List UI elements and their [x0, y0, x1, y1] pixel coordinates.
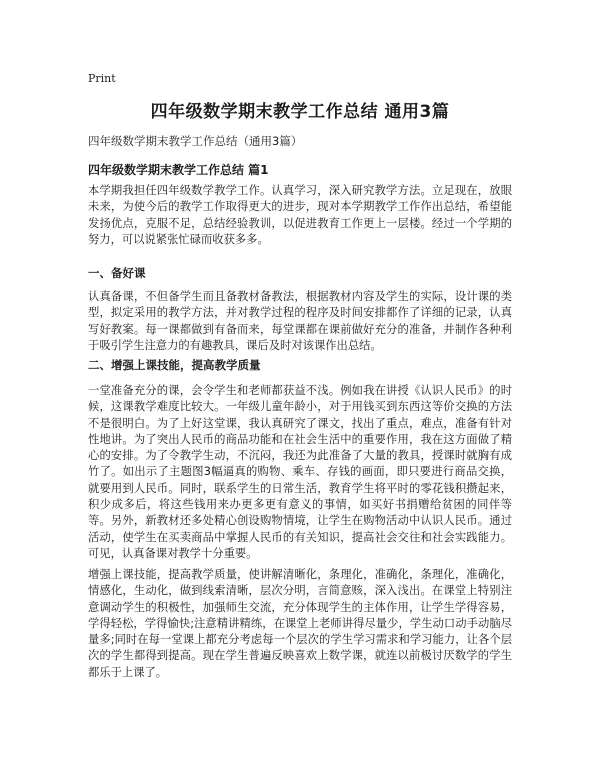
paragraph-intro: 本学期我担任四年级数学教学工作。认真学习，深入研究教学方法。立足现在，放眼未来，为使今后的教学工作取得更大的进步，现对本学期教学工作作出总结，希望能发扬优点，克服不足，总结经验教训，以促进教育工作更上一层楼。经过一个学期的努力，可以说紧张忙碌而收获多多。 — [88, 184, 512, 246]
heading-prepare-lessons: 一、备好课 — [88, 266, 146, 280]
print-link[interactable]: Print — [88, 72, 116, 85]
page-title: 四年级数学期末教学工作总结 通用3篇 — [150, 102, 450, 122]
paragraph-rmb-lesson: 一堂准备充分的课，会令学生和老师都获益不浅。例如我在讲授《认识人民币》的时候，这课教学难度比较大。一年级儿童年龄小，对于用钱买到东西这等价交换的方法不是很明白。为了上好这堂课，我认真研究了课文，找出了重点，难点，准备有针对性地讲。为了突出人民币的商品功能和在社会生活中的重要作用，我在这方面做了精心的安排。为了令教学生动，不沉闷，我还为此准备了大量的教具，授课时就胸有成竹了。如出示了主题图3幅逼真的购物、乘车、存钱的画面，即只要进行商品交换，就要用到人民币。同时，联系学生的日常生活，教育学生将平时的零花钱积攒起来，积少成多后，将这些钱用来办更多更有意义的事情，如买好书捐赠给贫困的同伴等等。另外，新教材还多处精心创设购物情境，让学生在购物活动中认识人民币。通过活动，使学生在买卖商品中掌握人民币的有关知识，提高社会交往和社会实践能力。可见，认真备课对教学十分重要。 — [88, 384, 512, 560]
heading-teaching-skills: 二、增强上课技能，提高教学质量 — [88, 358, 261, 372]
paragraph-prepare-lessons: 认真备课，不但备学生而且备教材备教法，根据教材内容及学生的实际，设计课的类型，拟定采用的教学方法，并对教学过程的程序及时间安排都作了详细的记录，认真写好教案。每一课都做到有备而来，每堂课都在课前做好充分的准备，并制作各种利于吸引学生注意力的有趣教具，课后及时对该课作出总结。 — [88, 290, 512, 352]
document-subtitle: 四年级数学期末教学工作总结（通用3篇） — [88, 134, 303, 148]
paragraph-teaching-quality: 增强上课技能，提高教学质量，使讲解清晰化，条理化，准确化，条理化，准确化，情感化，生动化，做到线索清晰，层次分明，言简意赅，深入浅出。在课堂上特别注意调动学生的积极性，加强师生交流，充分体现学生的主体作用，让学生学得容易，学得轻松，学得愉快;注意精讲精练，在课堂上老师讲得尽量少，学生动口动手动脑尽量多;同时在每一堂课上都充分考虑每一个层次的学生学习需求和学习能力，让各个层次的学生都得到提高。现在学生普遍反映喜欢上数学课，就连以前极讨厌数学的学生都乐于上课了。 — [88, 568, 512, 679]
section-heading: 四年级数学期末教学工作总结 篇1 — [88, 163, 269, 177]
